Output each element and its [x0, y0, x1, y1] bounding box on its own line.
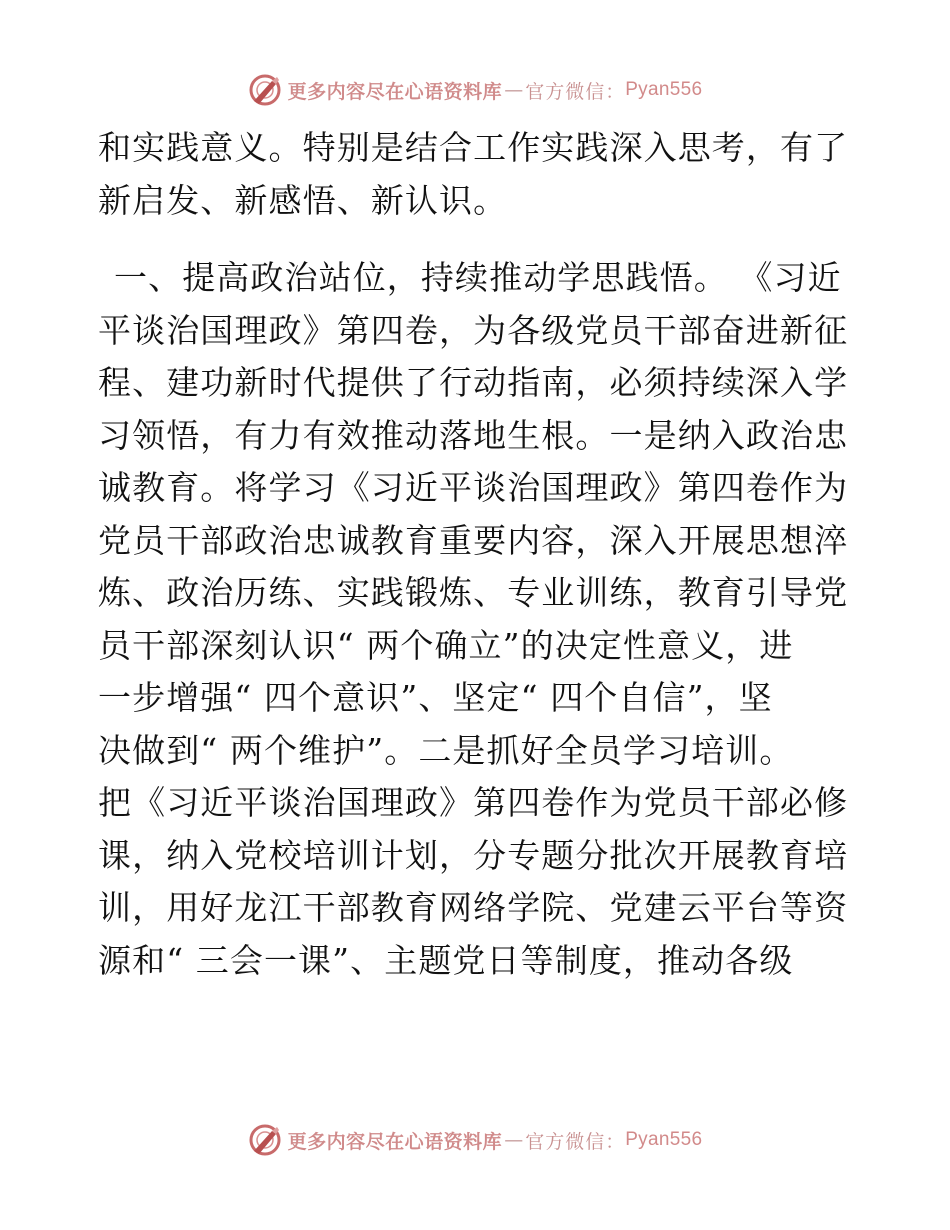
text-line: 一步增强“ 四个意识”、坚定“ 四个自信”，坚 [98, 678, 773, 717]
paragraph-gap [98, 227, 858, 252]
watermark-wechat-id: Pyan556 [625, 79, 703, 100]
header-watermark [0, 70, 950, 110]
text-line: 新启发、新感悟、新认识。 [98, 180, 508, 220]
watermark-main-text: 更多内容尽在心语资料库 [287, 1130, 503, 1153]
document-body [98, 122, 858, 987]
text-line: 诚教育。将学习《习近平谈治国理政》第四卷作为 [98, 468, 849, 507]
watermark-wechat-label: 官方微信： [525, 1130, 626, 1153]
text-line: 训，用好龙江干部教育网络学院、党建云平台等资 [98, 888, 849, 927]
text-line: 程、建功新时代提供了行动指南，必须持续深入学 [98, 363, 849, 402]
watermark-separator: — [504, 79, 524, 101]
text-line: 决做到“ 两个维护”。二是抓好全员学习培训。 [98, 730, 794, 770]
section-heading-line: 一、提高政治站位，持续推动学思践悟。 《习近 [114, 258, 842, 297]
pen-circle-logo-icon [248, 73, 282, 107]
watermark-main-text: 更多内容尽在心语资料库 [287, 80, 503, 103]
text-line: 习领悟，有力有效推动落地生根。一是纳入政治忠 [98, 415, 849, 455]
text-line: 和实践意义。特别是结合工作实践深入思考，有了 [98, 128, 849, 167]
footer-watermark [0, 1120, 950, 1160]
watermark-wechat-label: 官方微信： [525, 80, 626, 103]
text-line: 源和“ 三会一课”、主题党日等制度，推动各级 [98, 940, 794, 980]
pen-circle-logo-icon [248, 1123, 282, 1157]
watermark-separator: — [504, 1129, 524, 1151]
text-line: 把《习近平谈治国理政》第四卷作为党员干部必修 [98, 783, 849, 822]
text-line: 党员干部政治忠诚教育重要内容，深入开展思想淬 [98, 520, 849, 560]
paragraph-1 [98, 122, 858, 227]
text-line: 员干部深刻认识“ 两个确立”的决定性意义，进 [98, 625, 794, 665]
text-line: 平谈治国理政》第四卷，为各级党员干部奋进新征 [98, 310, 849, 350]
watermark-wechat-id: Pyan556 [625, 1129, 703, 1150]
text-line: 炼、政治历练、实践锻炼、专业训练，教育引导党 [98, 573, 849, 612]
text-line: 课，纳入党校培训计划，分专题分批次开展教育培 [98, 835, 849, 875]
paragraph-2 [98, 252, 858, 987]
